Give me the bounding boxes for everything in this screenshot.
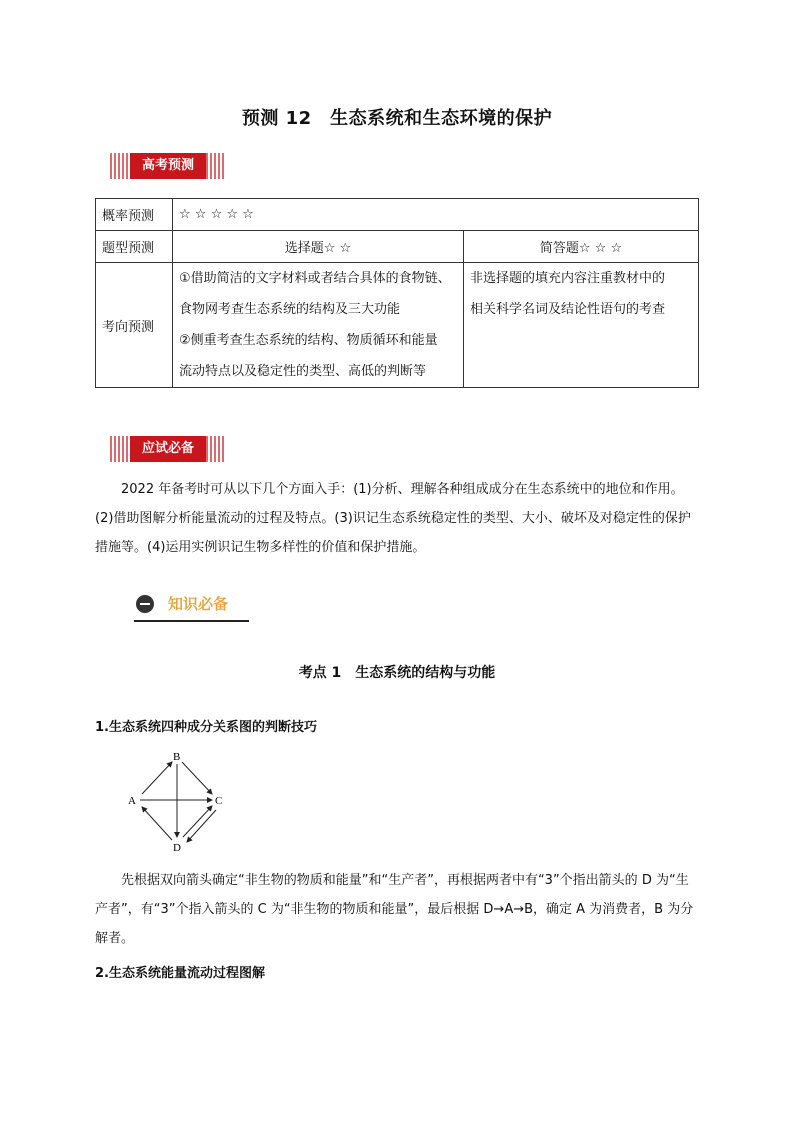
short-answer-rating: 简答题☆ ☆ ☆ xyxy=(464,231,699,263)
row-label-probability: 概率预测 xyxy=(96,199,173,231)
knowledge-section-header xyxy=(134,592,249,622)
direction-choice: ①借助简洁的文字材料或者结合具体的食物链、 食物网考查生态系统的结构及三大功能 ②侧重考查生态系统的结构、物质循环和能量 流动特点以及稳定性的类型、高低的判断等 xyxy=(173,263,464,388)
section-badge-yingshi xyxy=(110,436,226,462)
direction-short-answer: 非选择题的填充内容注重教材中的 相关科学名词及结论性语句的考查 xyxy=(464,263,699,388)
ecosystem-diagram xyxy=(124,744,230,854)
explain-paragraph: 先根据双向箭头确定“非生物的物质和能量”和“生产者”，再根据两者中有“3”个指出箭头的 D 为“生产者”，有“3”个指入箭头的 C 为“非生物的物质和能量”，最后根据 D→A→B，确定 A 为消费者，B 为分解者。 xyxy=(95,873,694,946)
choice-question-rating: 选择题☆ ☆ xyxy=(173,231,464,263)
row-label-direction: 考向预测 xyxy=(96,263,173,388)
badge-label: 高考预测 xyxy=(141,158,194,173)
kaodian-heading: 考点 1 生态系统的结构与功能 xyxy=(298,665,496,681)
node-d: D xyxy=(173,842,181,854)
intro-paragraph: 2022 年备考时可从以下几个方面入手：(1)分析、理解各种组成成分在生态系统中的地位和作用。(2)借助图解分析能量流动的过程及特点。(3)识记生态系统稳定性的类型、大小、破坏及对稳定性的保护措施等。(4)运用实例识记生物多样性的价值和保护措施。 xyxy=(95,482,691,555)
heading-2: 2.生态系统能量流动过程图解 xyxy=(95,966,265,981)
badge-label: 应试必备 xyxy=(141,441,194,456)
row-label-type: 题型预测 xyxy=(96,231,173,263)
number-one-icon xyxy=(136,595,154,613)
node-b: B xyxy=(173,751,181,763)
probability-stars: ☆ ☆ ☆ ☆ ☆ xyxy=(173,199,699,231)
page-title: 预测 12 生态系统和生态环境的保护 xyxy=(241,108,553,129)
node-a: A xyxy=(128,795,136,807)
node-c: C xyxy=(215,795,223,807)
knowledge-label: 知识必备 xyxy=(168,595,229,613)
section-badge-gaokao xyxy=(110,153,226,179)
prediction-table xyxy=(95,198,699,388)
heading-1: 1.生态系统四种成分关系图的判断技巧 xyxy=(95,720,317,735)
